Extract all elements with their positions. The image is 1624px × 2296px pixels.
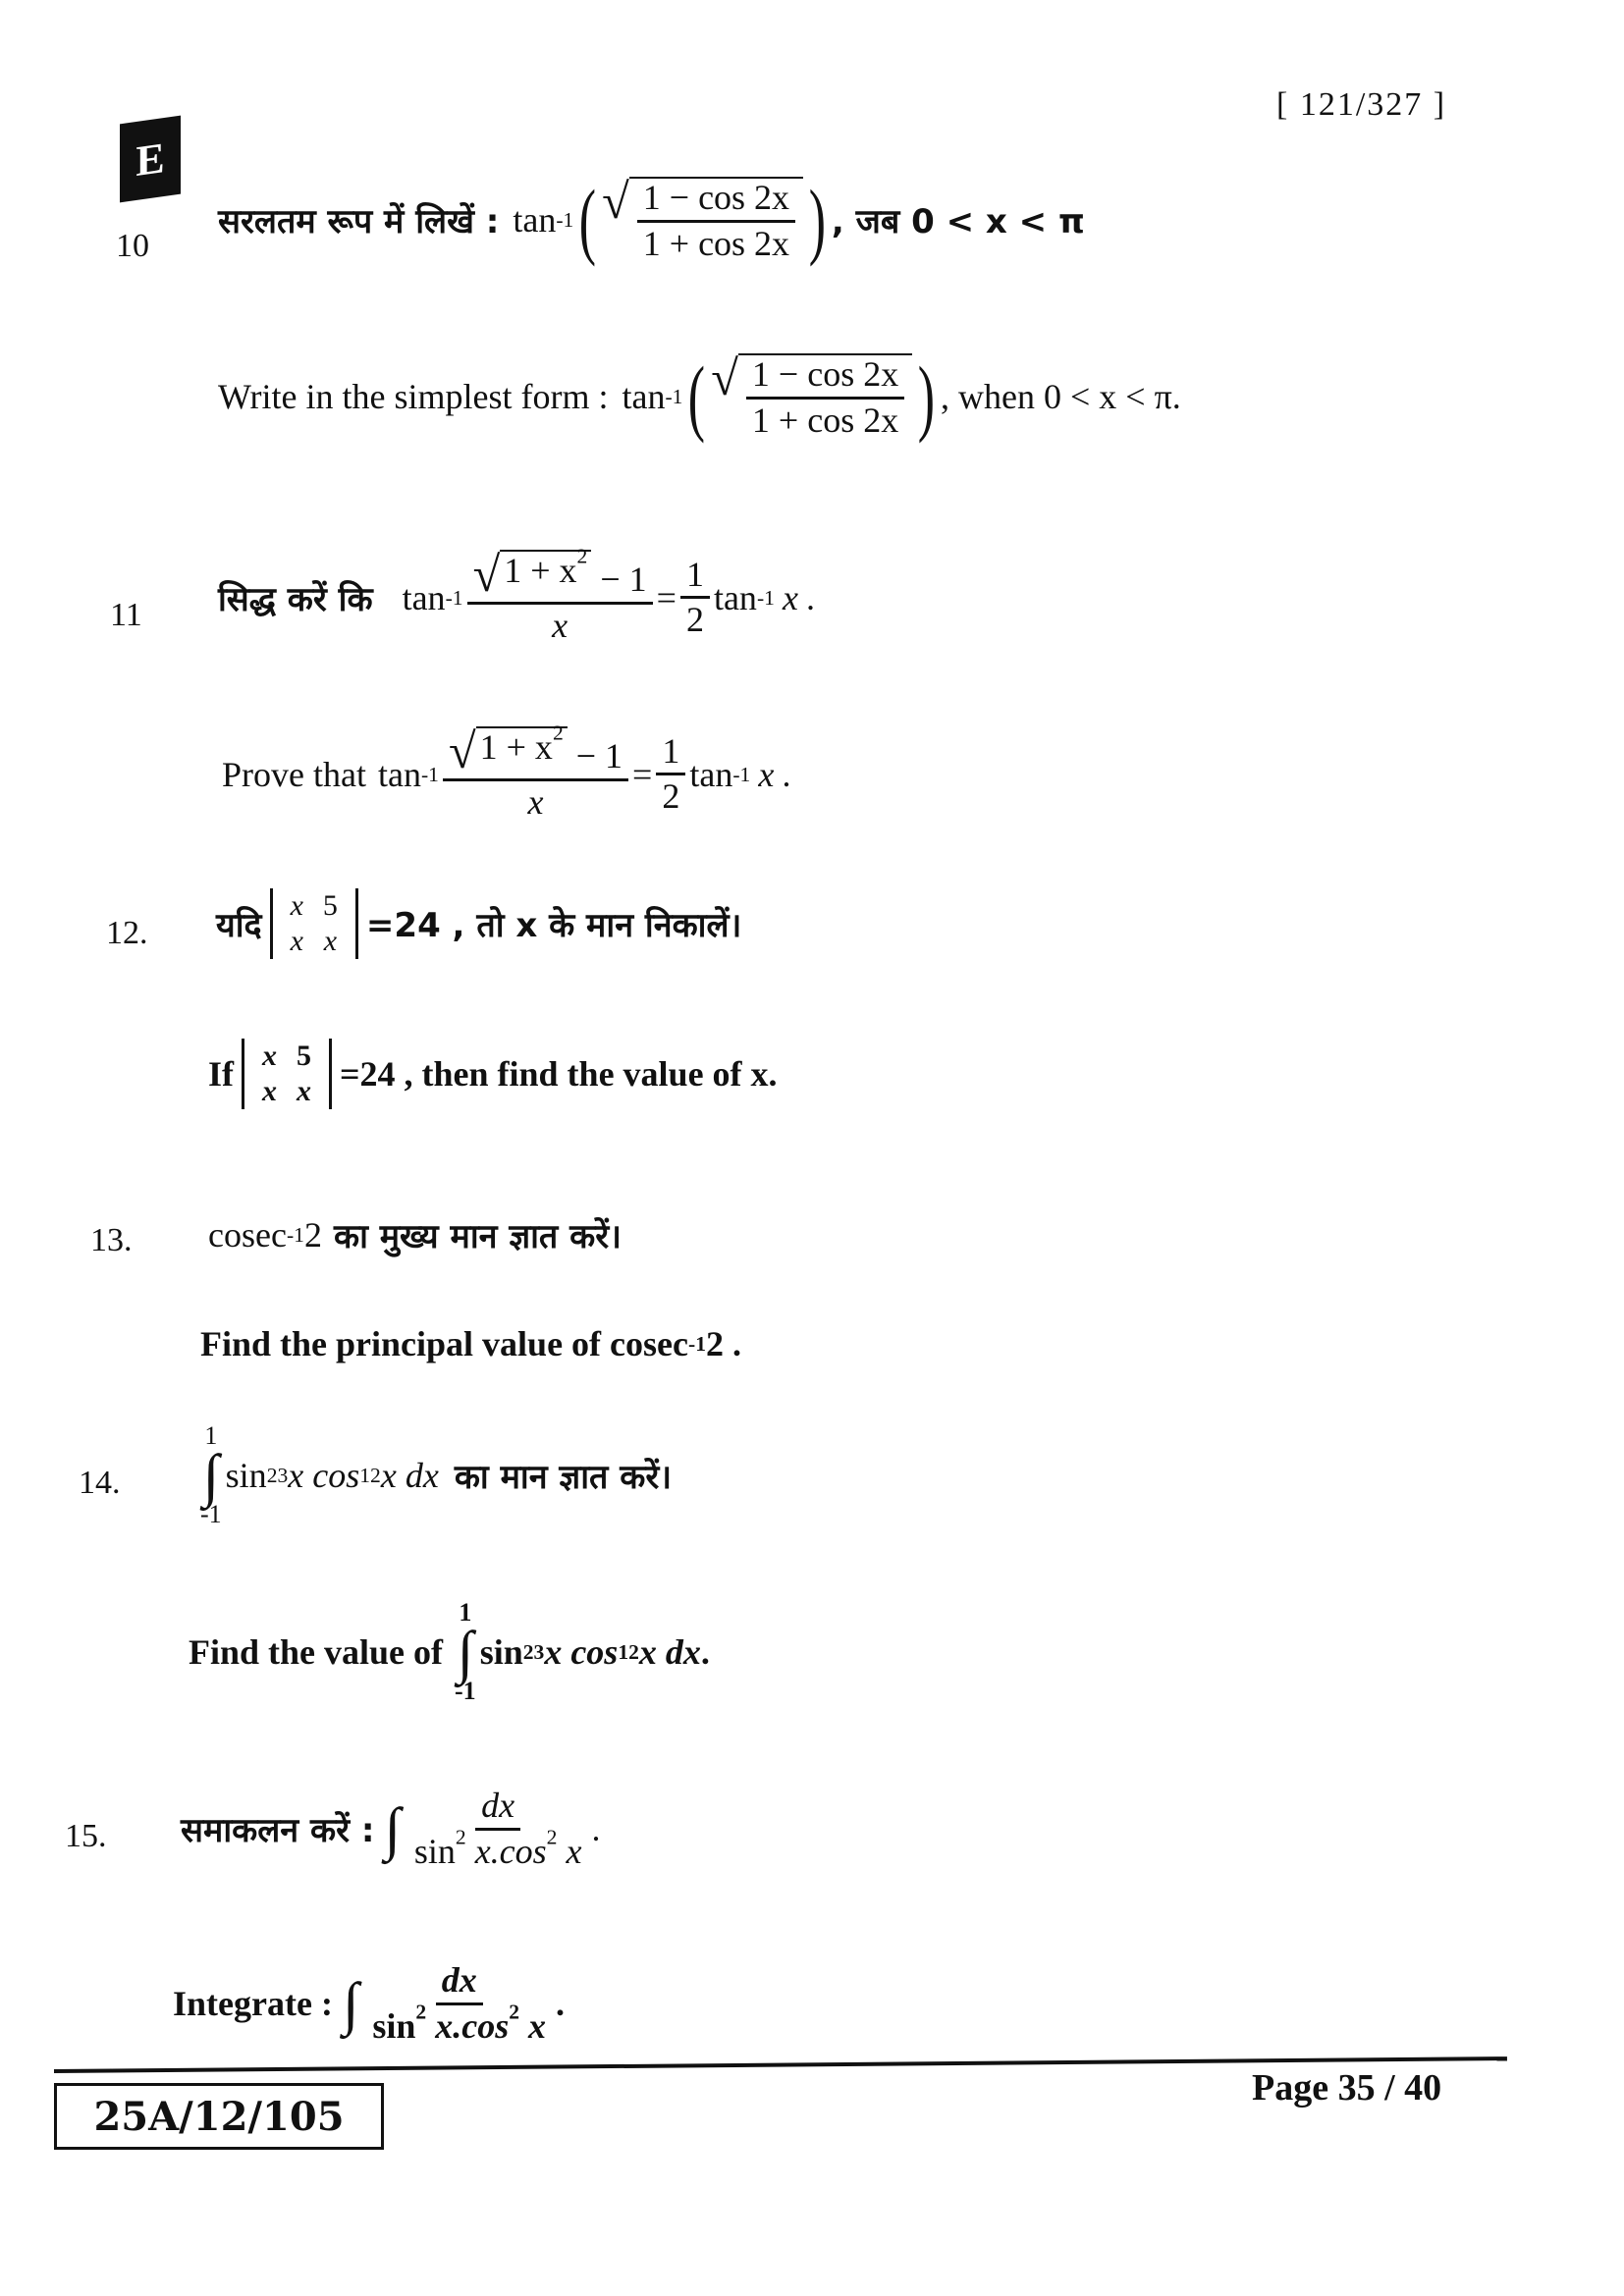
tail: − 1	[591, 560, 647, 599]
sqrt: √ $\frac{1 - \cos 2x}{1 + \cos 2x}$	[711, 353, 912, 440]
set-badge: E	[120, 116, 181, 203]
numerator: 1	[656, 732, 685, 776]
var: x .	[758, 754, 792, 794]
period: .	[591, 1809, 601, 1849]
q10-hindi-condition: , जब 0 < x < π	[831, 202, 1085, 242]
q14-hindi-text: का मान ज्ञात करें।	[454, 1458, 673, 1497]
q10-hindi-text: सरलतम रूप में लिखें :	[218, 202, 500, 242]
q12-english-suffix: =24 , then find the value of x.	[340, 1054, 778, 1094]
cell: 5	[322, 889, 338, 922]
paren-left: (	[688, 348, 706, 444]
cell: x	[262, 1040, 277, 1072]
tan-fn: tan	[513, 200, 557, 240]
upper-limit: 1	[459, 1598, 472, 1627]
exp: 2	[546, 1825, 558, 1849]
mid: x.cos	[426, 2005, 510, 2046]
tan-fn: tan	[713, 577, 757, 617]
denominator: x	[552, 605, 568, 645]
sin-fn: sin	[479, 1632, 523, 1672]
integral-icon: ∫	[342, 1971, 359, 2037]
period: .	[700, 1632, 710, 1672]
q11-hindi-text: सिद्ध करें कि	[218, 579, 373, 619]
tail: x	[519, 2005, 547, 2046]
tan-fn: tan	[377, 754, 421, 794]
tail: x dx	[638, 1632, 701, 1672]
q15-english-text: Integrate :	[173, 1984, 333, 2024]
var: x .	[782, 577, 816, 617]
question-number: 15.	[65, 1818, 107, 1854]
arg: 2 .	[706, 1324, 741, 1363]
q13-hindi-text: का मुख्य मान ज्ञात करें।	[333, 1217, 623, 1256]
question-number: 12.	[106, 915, 148, 951]
question-number: 14.	[79, 1465, 121, 1501]
integral-icon: ∫	[202, 1443, 220, 1508]
sqrt: √ $\frac{1 - \cos 2x}{1 + \cos 2x}$	[602, 177, 803, 263]
q11-english: Prove that tan -1 √ $1 + x^2$ − 1 x = $\frac{1}{2}$ tan -1 x .	[222, 721, 792, 822]
lower-limit: -1	[200, 1500, 222, 1528]
question-number: 13.	[90, 1222, 133, 1258]
root: 1 + x	[479, 727, 553, 767]
paper-code: [ 121/327 ]	[1276, 86, 1447, 123]
tail: x dx	[380, 1456, 439, 1495]
paren-right: )	[917, 348, 936, 444]
half	[656, 732, 685, 817]
cell: x	[262, 1075, 277, 1107]
question-number: 10	[116, 228, 149, 264]
cell: x	[290, 925, 303, 957]
cell: 5	[297, 1040, 311, 1072]
q12-hindi-suffix: =24 , तो x के मान निकालें।	[365, 906, 742, 945]
cell: x	[297, 1075, 311, 1107]
tan-fn: tan	[622, 377, 666, 417]
q13-english: Find the principal value of cosec -1 2 .	[200, 1324, 741, 1363]
fraction	[366, 1961, 552, 2046]
q13-hindi: cosec -1 2 का मुख्य मान ज्ञात करें।	[208, 1212, 622, 1257]
q10-english: Write in the simplest form : tan -1 ( √ $\frac{1 - \cos 2x}{1 + \cos 2x}$ ) , when 0 < x < π.	[218, 348, 1181, 444]
half	[680, 556, 710, 640]
q11-hindi: सिद्ध करें कि tan -1 √ $1 + x^2$ − 1 x = $\frac{1}{2}$ tan -1 x .	[218, 544, 816, 645]
cell: x	[323, 925, 338, 957]
upper-limit: 1	[204, 1421, 218, 1450]
q10-hindi: सरलतम रूप में लिखें : tan -1 ( √ $\frac{1 - \cos 2x}{1 + \cos 2x}$ ) , जब 0 < x < π	[218, 172, 1085, 267]
numerator: dx	[436, 1961, 483, 2005]
q10-english-condition: , when 0 < x < π.	[940, 377, 1181, 417]
fraction	[408, 1787, 588, 1871]
q12-hindi-prefix: यदि	[216, 906, 262, 945]
integral	[342, 1971, 359, 2037]
q12-english-prefix: If	[208, 1054, 234, 1094]
paren-left: (	[579, 172, 597, 267]
q12-english	[208, 1039, 778, 1109]
q15-hindi-text: समाकलन करें :	[181, 1811, 375, 1851]
paren-right: )	[808, 172, 827, 267]
fraction: √ $1 + x^2$ − 1 x	[467, 550, 653, 645]
q14-english-text: Find the value of	[189, 1632, 444, 1672]
numerator: dx	[475, 1787, 520, 1831]
denominator: 1 + cos 2x	[751, 400, 899, 440]
integral-icon: ∫	[384, 1796, 401, 1862]
sin-fn: sin	[225, 1456, 267, 1495]
page-number: Page 35 / 40	[1252, 2067, 1442, 2109]
tan-fn: tan	[689, 754, 733, 794]
denominator: 2	[662, 776, 680, 817]
exp: 2	[509, 2000, 520, 2024]
fraction: √ $1 + x^2$ − 1 x	[443, 726, 628, 822]
determinant	[270, 888, 358, 959]
integral	[384, 1796, 401, 1862]
denominator: x	[527, 781, 544, 822]
q12-hindi	[216, 888, 741, 959]
integral	[455, 1600, 476, 1704]
booklet-code: 25A/12/105	[54, 2083, 384, 2150]
exp: 2	[552, 721, 564, 745]
sin-fn: sin	[413, 1831, 456, 1871]
tail: − 1	[567, 736, 623, 775]
period: .	[556, 1984, 566, 2024]
q15-english	[173, 1961, 565, 2046]
denominator: 1 + cos 2x	[642, 223, 790, 263]
numerator: 1 − cos 2x	[746, 355, 904, 400]
q13-english-text: Find the principal value of cosec	[200, 1324, 688, 1363]
tan-fn: tan	[402, 577, 446, 617]
numerator: 1 − cos 2x	[637, 179, 795, 223]
integral	[200, 1423, 222, 1527]
cosec-fn: cosec	[208, 1215, 287, 1255]
exp: 2	[455, 1825, 466, 1849]
root: 1 + x	[504, 551, 577, 590]
mid: x.cos	[465, 1831, 547, 1871]
integral-icon: ∫	[457, 1620, 474, 1684]
q11-english-text: Prove that	[222, 754, 366, 794]
q14-english: Find the value of 1 ∫ -1 sin 23 x cos 12 x dx .	[189, 1598, 710, 1705]
tail: x	[557, 1831, 582, 1871]
q15-hindi	[181, 1787, 600, 1871]
cell: x	[290, 889, 303, 922]
mid: x cos	[288, 1456, 360, 1495]
q14-hindi: 1 ∫ -1 sin 23 x cos 12 x dx का मान ज्ञात करें।	[200, 1421, 673, 1528]
question-number: 11	[110, 597, 142, 633]
determinant	[242, 1039, 332, 1109]
arg: 2	[303, 1215, 322, 1255]
q10-english-text: Write in the simplest form :	[218, 377, 609, 417]
mid: x cos	[544, 1632, 619, 1672]
lower-limit: -1	[455, 1677, 476, 1705]
exp: 2	[415, 2000, 427, 2024]
sin-fn: sin	[372, 2005, 416, 2046]
exp: 2	[576, 544, 588, 568]
denominator: 2	[685, 600, 704, 640]
numerator: 1	[680, 556, 710, 600]
